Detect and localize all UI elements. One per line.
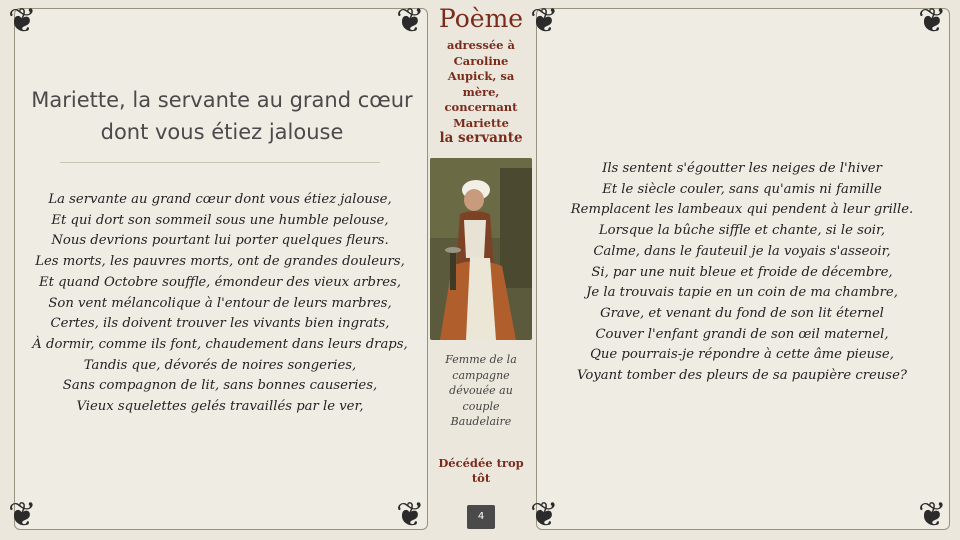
- subtitle-line: Mariette: [453, 115, 509, 130]
- death-note: [428, 456, 534, 486]
- subtitle-line: concernant: [444, 100, 518, 114]
- poem-right-column: [536, 159, 948, 387]
- death-note-line: tôt: [471, 471, 491, 485]
- floral-ornament-icon: ❦: [918, 495, 947, 535]
- poem-line: Son vent mélancolique à l'entour de leurs marbres,: [48, 295, 392, 311]
- poem-line: La servante au grand cœur dont vous étiez jalouse,: [48, 192, 392, 207]
- poem-line: Tandis que, dévorés de noires songeries,: [83, 357, 357, 373]
- poem-line: Si, par une nuit bleue et froide de décembre,: [591, 264, 893, 280]
- subtitle-line: mère,: [462, 84, 500, 99]
- poem-heading: [22, 84, 422, 148]
- page-number: 4: [467, 505, 495, 529]
- servant-painting: [430, 158, 532, 340]
- subtitle-line: la servante: [439, 130, 523, 146]
- poem-line: Ils sentent s'égoutter les neiges de l'hiver: [602, 161, 882, 176]
- caption-line: dévouée au: [449, 384, 513, 397]
- poem-line: Lorsque la bûche siffle et chante, si le soir,: [598, 223, 886, 239]
- poem-line: Et le siècle couler, sans qu'amis ni famille: [602, 181, 882, 197]
- subtitle: [428, 38, 534, 147]
- heading-line: Mariette, la servante au grand cœur: [31, 88, 413, 112]
- poem-line: Sans compagnon de lit, sans bonnes causeries,: [62, 378, 378, 394]
- poem-line: Certes, ils doivent trouver les vivants bien ingrats,: [50, 316, 390, 332]
- painting-caption: [428, 352, 534, 430]
- poem-line: Nous devrions pourtant lui porter quelques fleurs.: [51, 233, 389, 249]
- caption-line: campagne: [452, 368, 510, 382]
- caption-line: couple: [462, 399, 500, 413]
- floral-ornament-icon: ❦: [8, 495, 37, 535]
- poem-line: Je la trouvais tapie en un coin de ma chambre,: [586, 285, 898, 301]
- subtitle-line: adressée à: [447, 38, 515, 52]
- floral-ornament-icon: ❦: [396, 1, 425, 41]
- poem-line: Les morts, les pauvres morts, ont de grandes douleurs,: [35, 254, 405, 270]
- poem-line: Et qui dort son sommeil sous une humble pelouse,: [51, 212, 389, 228]
- subtitle-line: Caroline: [453, 53, 509, 68]
- poem-line: Grave, et venant du fond de son lit éternel: [600, 305, 884, 321]
- death-note-line: Décédée trop: [438, 456, 524, 470]
- poem-line: Remplacent les lambeaux qui pendent à leur grille.: [570, 202, 914, 218]
- poem-line: Et quand Octobre souffle, émondeur des vieux arbres,: [38, 274, 402, 290]
- poem-line: Calme, dans le fauteuil je la voyais s'asseoir,: [593, 243, 891, 259]
- page-title: Poème: [438, 4, 524, 33]
- floral-ornament-icon: ❦: [530, 1, 559, 41]
- divider: [60, 162, 380, 163]
- floral-ornament-icon: ❦: [530, 495, 559, 535]
- caption-line: Baudelaire: [450, 415, 512, 428]
- poem-line: À dormir, comme ils font, chaudement dans leurs draps,: [32, 336, 408, 352]
- floral-ornament-icon: ❦: [8, 1, 37, 41]
- floral-ornament-icon: ❦: [918, 1, 947, 41]
- poem-line: Que pourrais-je répondre à cette âme pieuse,: [590, 347, 894, 363]
- floral-ornament-icon: ❦: [396, 495, 425, 535]
- caption-line: Femme de la: [445, 353, 517, 366]
- heading-line: dont vous étiez jalouse: [100, 120, 344, 144]
- poem-left-column: [14, 190, 426, 418]
- subtitle-line: Aupick, sa: [447, 69, 515, 83]
- poem-line: Couver l'enfant grandi de son œil maternel,: [595, 326, 889, 342]
- poem-line: Vieux squelettes gelés travaillés par le ver,: [76, 399, 364, 415]
- poem-line: Voyant tomber des pleurs de sa paupière creuse?: [577, 368, 907, 384]
